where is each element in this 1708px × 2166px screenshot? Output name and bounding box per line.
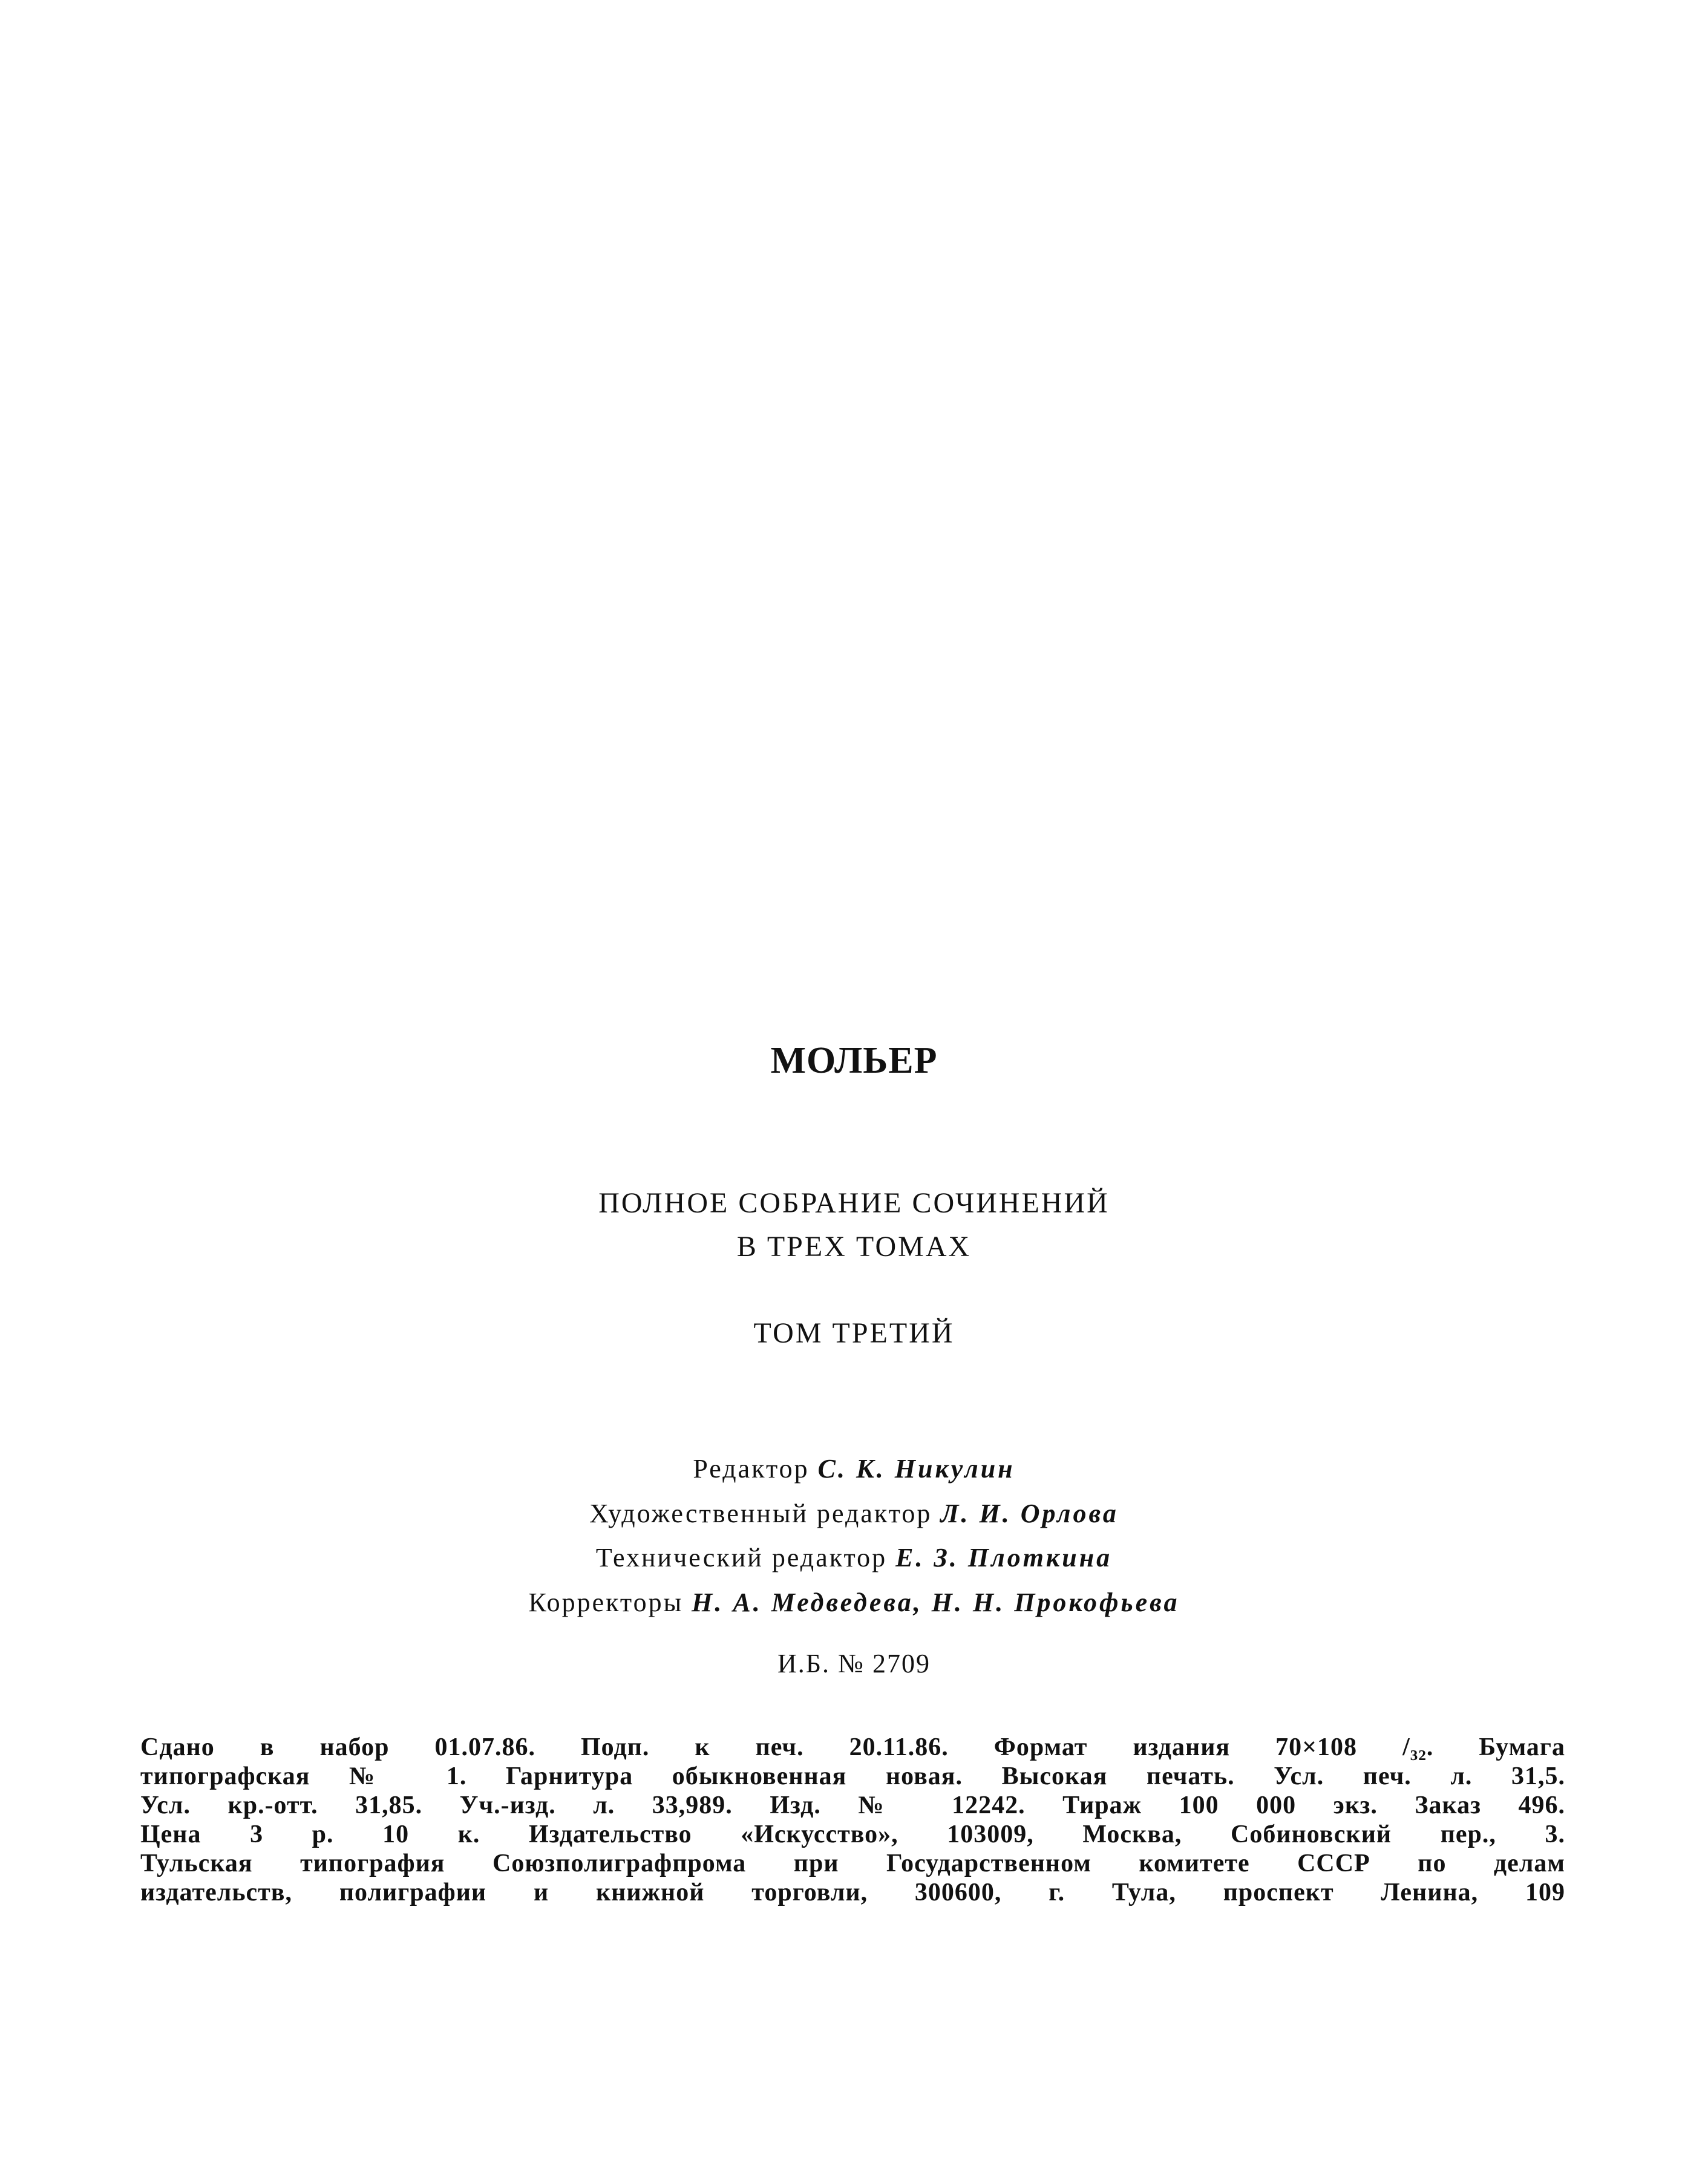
credit-editor: [0, 1456, 1708, 1482]
imprint-line: типографская № 1. Гарнитура обыкновенная новая. Высокая печать. Усл. печ. л. 31,5.: [140, 1762, 1565, 1790]
volume-title: ТОМ ТРЕТИЙ: [753, 1317, 955, 1349]
credit-role: Редактор: [693, 1454, 810, 1484]
imprint-block: [140, 1733, 1565, 1907]
imprint-line: Цена 3 р. 10 к. Издательство «Искусство», 103009, Москва, Собиновский пер., 3.: [140, 1821, 1565, 1848]
imprint-line: издательств, полиграфии и книжной торговли, 300600, г. Тула, проспект Ленина, 109: [140, 1879, 1565, 1906]
imprint-line: Сдано в набор 01.07.86. Подп. к печ. 20.11.86. Формат издания 70×108 /₃₂. Бумага: [140, 1733, 1565, 1761]
credit-proofreaders: [0, 1589, 1708, 1616]
credit-person: Е. З. Плоткина: [895, 1543, 1113, 1572]
credit-art-editor: [0, 1500, 1708, 1527]
imprint-line: Усл. кр.-отт. 31,85. Уч.-изд. л. 33,989. Изд. № 12242. Тираж 100 000 экз. Заказ 496.: [140, 1791, 1565, 1819]
series-title-line-2: В ТРЕХ ТОМАХ: [736, 1231, 972, 1263]
author-name: МОЛЬЕР: [770, 1040, 938, 1081]
credit-role: Корректоры: [528, 1588, 684, 1617]
credit-person: С. К. Никулин: [817, 1454, 1015, 1484]
series-title-line-1: ПОЛНОЕ СОБРАНИЕ СОЧИНЕНИЙ: [598, 1187, 1110, 1219]
credit-technical-editor: [0, 1545, 1708, 1571]
ib-number: И.Б. № 2709: [777, 1649, 931, 1678]
credit-person: Л. И. Орлова: [940, 1499, 1119, 1528]
credit-role: Художественный редактор: [589, 1499, 932, 1528]
credit-role: Технический редактор: [595, 1543, 888, 1572]
credit-person: Н. А. Медведева, Н. Н. Прокофьева: [692, 1588, 1180, 1617]
imprint-line: Тульская типография Союзполиграфпрома при Государственном комитете СССР по делам: [140, 1850, 1565, 1877]
